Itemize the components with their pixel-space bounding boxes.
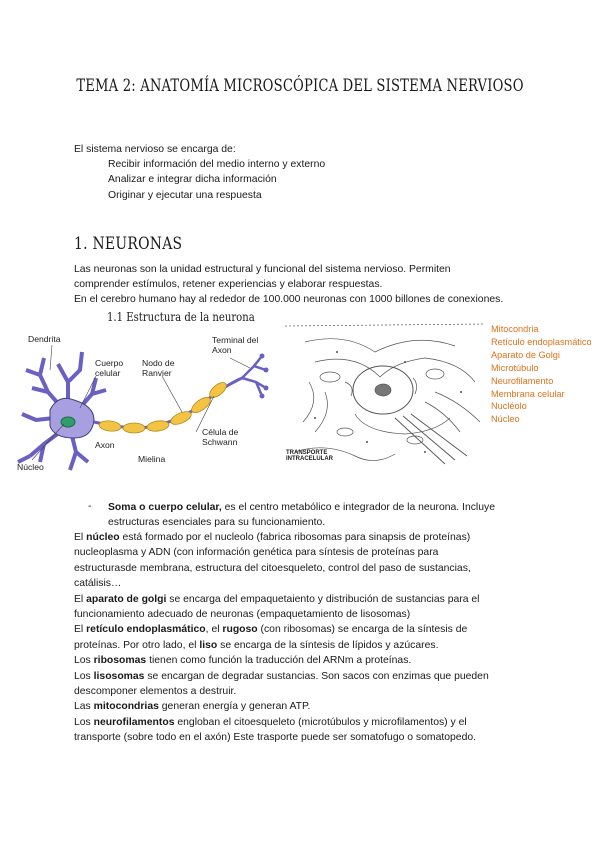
myelin-segment xyxy=(123,423,145,433)
myelin-segment xyxy=(99,420,122,432)
label-celula-schwann: Célula de Schwann xyxy=(202,427,239,447)
myelin-segment xyxy=(146,420,169,433)
label-cuerpo-celular: Cuerpo celular xyxy=(95,358,124,378)
dendrite xyxy=(58,352,82,402)
section-text: comprender estímulos, retener experiencias y elaborar respuestas. xyxy=(74,279,383,290)
section-heading: 1. NEURONAS xyxy=(74,234,183,254)
intro-item: Originar y ejecutar una respuesta xyxy=(108,190,262,201)
label-terminal-axon: Terminal del Axon xyxy=(212,335,259,355)
ribosomas-line: Los ribosomas tienen como función la traducción del ARNm a proteínas. xyxy=(74,655,412,667)
mitocondrias-line: Las mitocondrias generan energía y generan ATP. xyxy=(74,701,311,713)
legend-item: Mitocondria xyxy=(491,324,539,334)
section-text: Las neuronas son la unidad estructural y funcional del sistema nervioso. Permiten xyxy=(74,264,451,275)
intro-lead: El sistema nervioso se encarga de: xyxy=(74,144,236,155)
legend-item: Membrana celular xyxy=(491,388,565,399)
label-mielina: Mielina xyxy=(138,454,166,464)
label-nucleo: Núcleo xyxy=(17,462,44,472)
intro-item: Analizar e integrar dicha información xyxy=(108,174,277,185)
body-paragraphs: El núcleo está formado por el nucleolo (fabrica ribosomas para sinapsis de proteínas) nucleoplasma y ADN (con información genética para síntesis de proteínas para estructurasde membrana, estructura del citoesqueleto, control del paso de sustancias, catálisis… El aparato de golgi se encarga del empaquetaiento y distribución de sustancias para el funcionamiento adecuado de neuronas (empaquetamiento de lisosomas) El retículo endoplasmático, el rugoso (con ribosomas) se encarga de la síntesis de proteínas. Por otro lado, el liso se encarga de la síntesis de lípidos y azúcares. Los ribosomas tienen como función la traducción del ARNm a proteínas. Los lisosomas se encargan de degradar sustancias. Son sacos con enzimas que pueden descomponer elementos a destruir. Las mitocondrias generan energía y generan ATP. Los neurofilamentos engloban el citoesqueleto (microtúbulos y microfilamentos) y el transporte (sobre todo en el axón) Este trasporte puede ser somatofugo o somatopedo. xyxy=(74,532,489,744)
legend-item: Aparato de Golgi xyxy=(491,349,560,360)
dendrite xyxy=(18,432,60,462)
dendrite xyxy=(22,414,54,420)
legend-item: Neurofilamento xyxy=(491,375,554,386)
nucleolus xyxy=(375,384,391,396)
label-dendrita: Dendrita xyxy=(28,334,61,344)
subsection-heading: 1.1 Estructura de la neurona xyxy=(107,310,255,324)
label-transporte: TRANSPORTE INTRACELULAR xyxy=(286,450,333,463)
label-axon: Axon xyxy=(95,440,115,450)
bullet-dash: - xyxy=(88,501,92,512)
axon-terminal xyxy=(242,356,266,396)
neurofilamentos-line: Los neurofilamentos engloban el citoesqueleto (microtúbulos y microfilamentos) y el xyxy=(74,716,467,728)
lisosomas-line: Los lisosomas se encargan de degradar sustancias. Son sacos con enzimas que pueden xyxy=(74,670,489,682)
dendrite xyxy=(70,436,88,470)
legend-item: Microtúbulo xyxy=(491,362,539,373)
soma-paragraph: Soma o cuerpo celular, es el centro metabólico e integrador de la neurona. Incluye estructuras esenciales para su funcionamiento. xyxy=(108,502,495,529)
legend-item: Retículo endoplasmático xyxy=(491,336,592,347)
legend-item: Nucléolo xyxy=(491,401,527,412)
intro-item: Recibir información del medio interno y externo xyxy=(108,159,326,170)
legend-item: Núcleo xyxy=(491,414,520,425)
page-title: TEMA 2: ANATOMÍA MICROSCÓPICA DEL SISTEMA NERVIOSO xyxy=(76,76,524,96)
golgi-line: El aparato de golgi se encarga del empaquetaiento y distribución de sustancias para el xyxy=(74,593,480,605)
nucleus xyxy=(61,417,75,427)
label-nodo-ranvier: Nodo de Ranvier xyxy=(142,358,175,378)
myelin-segment xyxy=(169,409,193,427)
reticulo-line: El retículo endoplasmático, el rugoso (con ribosomas) se encarga de la síntesis de xyxy=(74,624,468,636)
section-text: En el cerebro humano hay al rededor de 100.000 neuronas con 1000 billones de conexiones. xyxy=(74,294,504,305)
nucleo-line: El núcleo está formado por el nucleolo (fabrica ribosomas para sinapsis de proteínas) xyxy=(74,532,471,543)
diagram-legend xyxy=(491,323,592,426)
